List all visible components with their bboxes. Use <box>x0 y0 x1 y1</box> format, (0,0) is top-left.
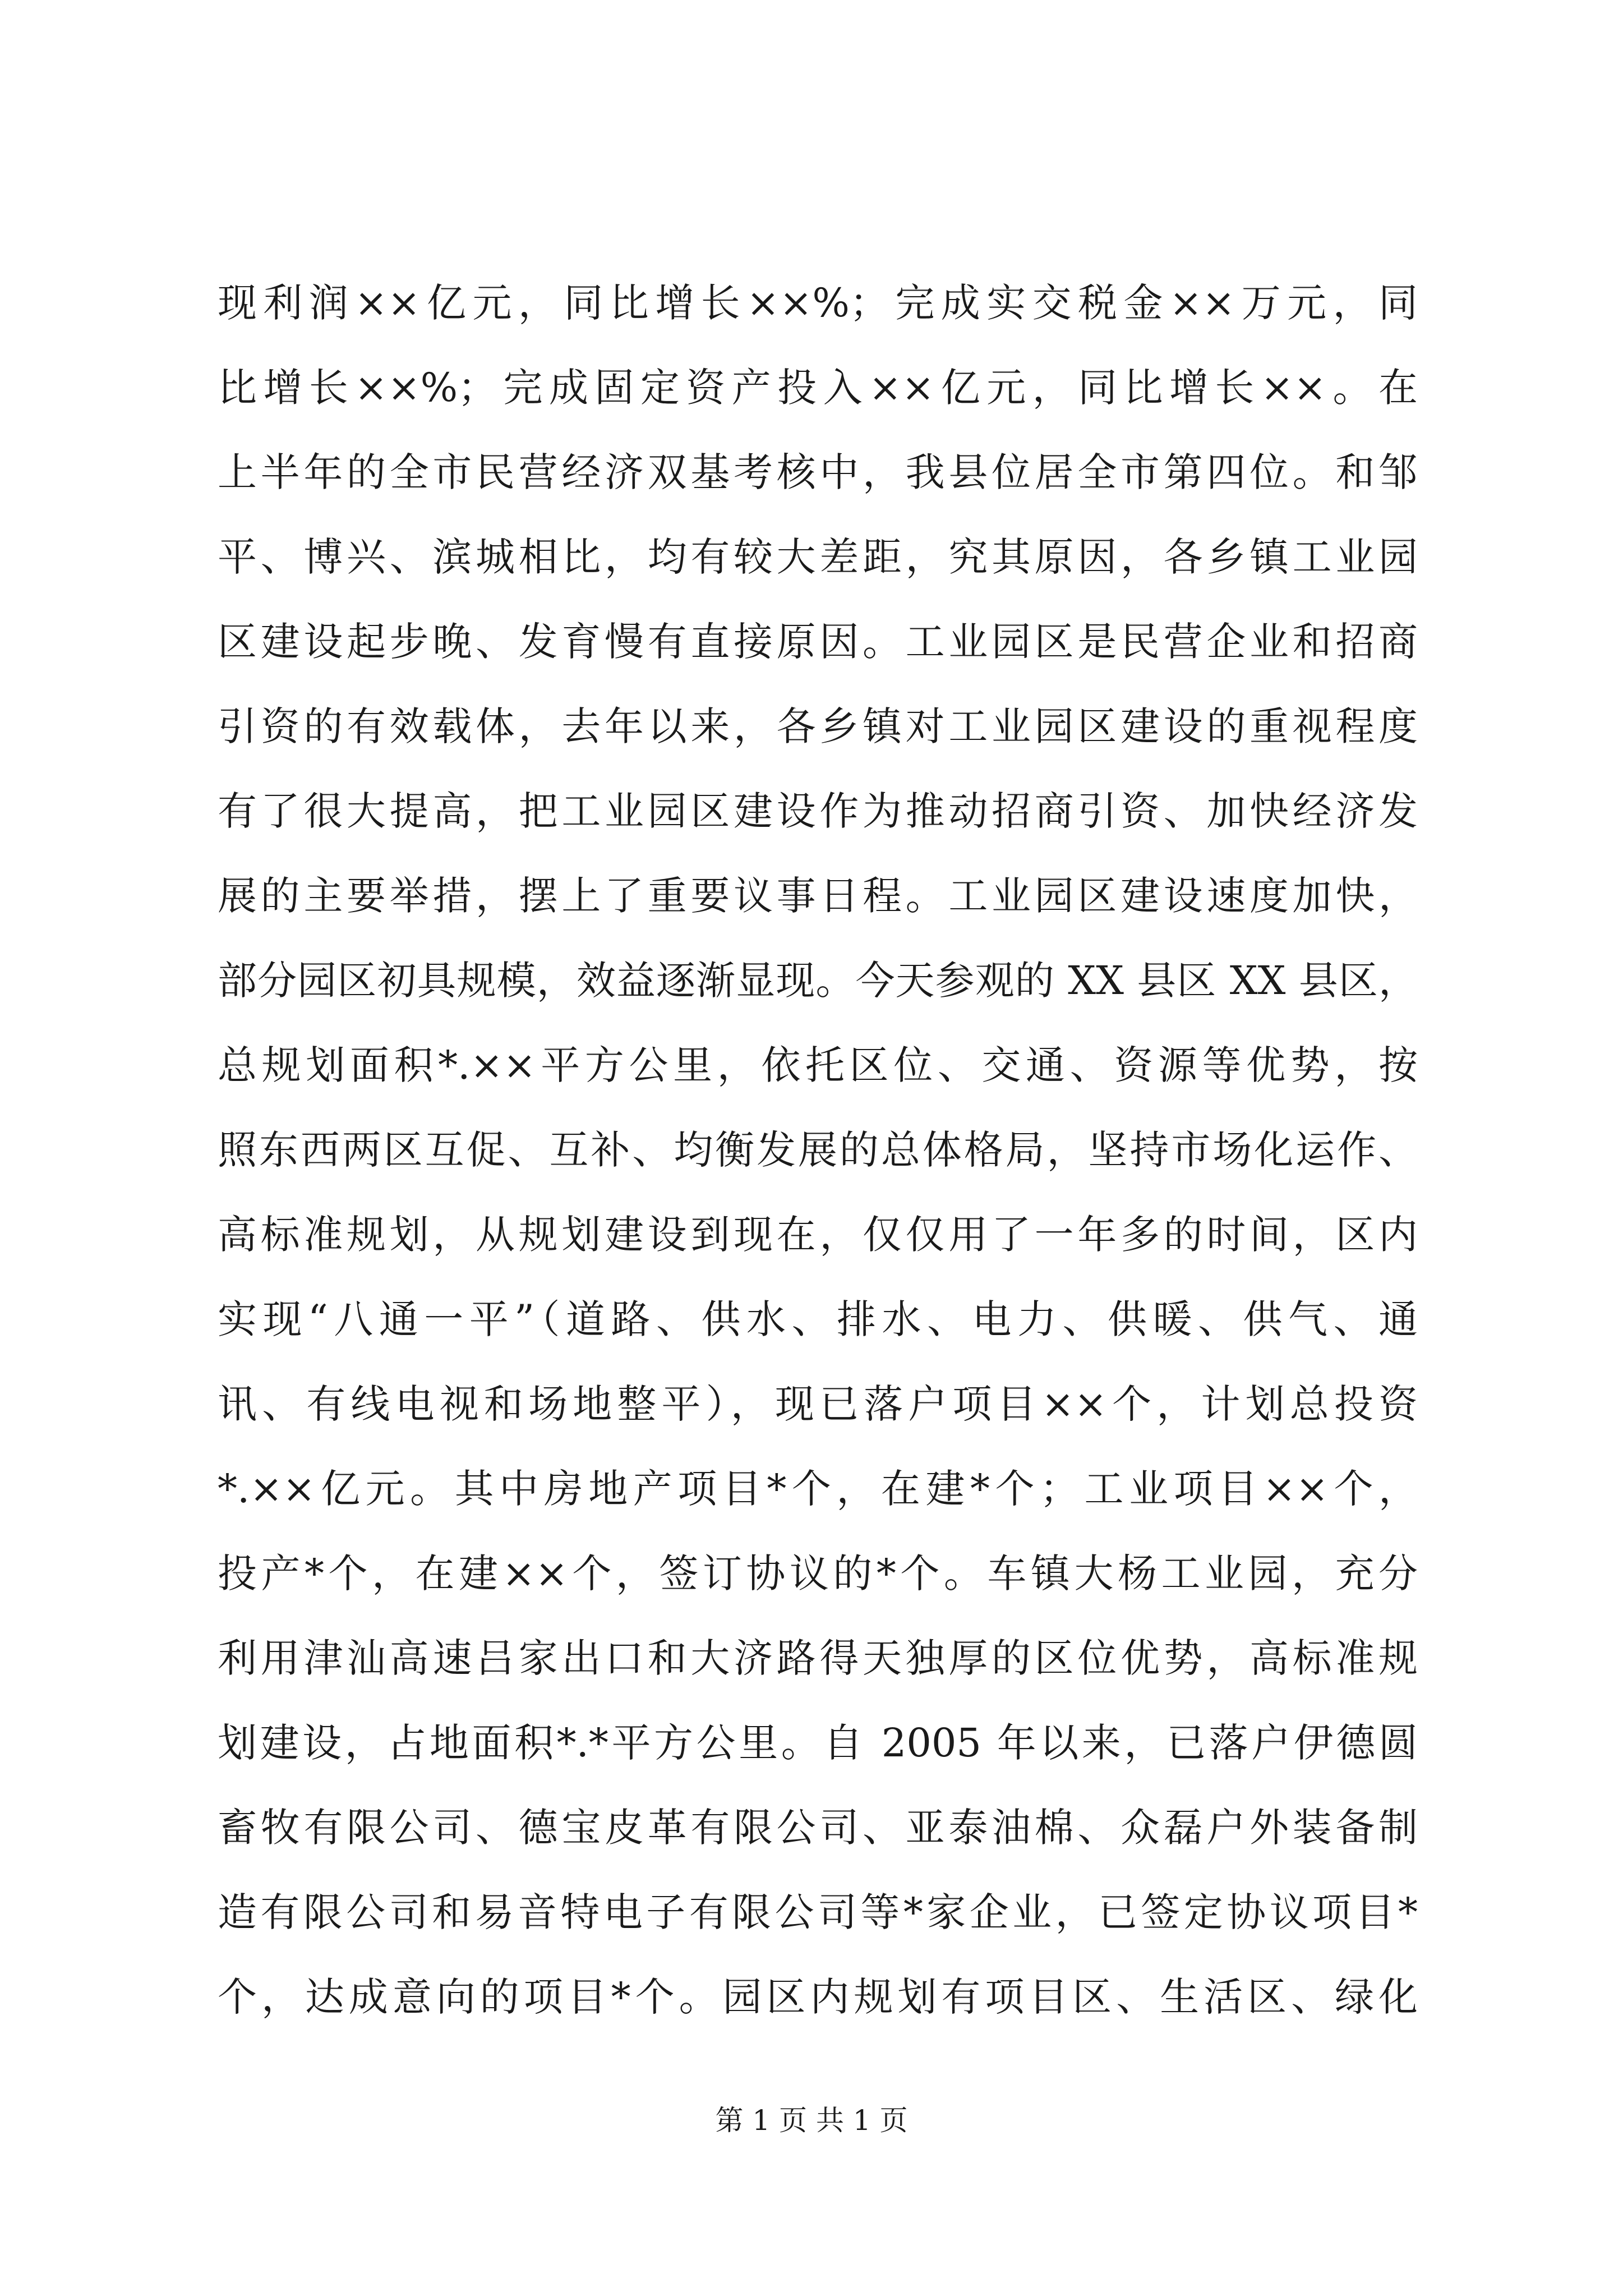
text-line: 引资的有效载体，去年以来，各乡镇对工业园区建设的重视程度 <box>218 703 1418 749</box>
page-number-label: 第 1 页 共 1 页 <box>715 2104 908 2137</box>
text-line: 划建设，占地面积*.*平方公里。自 2005 年以来，已落户伊德圆 <box>218 1720 1418 1766</box>
text-line: 现利润××亿元，同比增长××%；完成实交税金××万元，同 <box>218 280 1418 326</box>
text-line: 讯、有线电视和场地整平），现已落户项目××个，计划总投资 <box>218 1381 1418 1427</box>
page-footer <box>0 2101 1623 2140</box>
text-line: 投产*个，在建××个，签订协议的*个。车镇大杨工业园，充分 <box>218 1550 1418 1596</box>
text-line: 展的主要举措，摆上了重要议事日程。工业园区建设速度加快， <box>218 873 1418 919</box>
text-line: 部分园区初具规模，效益逐渐显现。今天参观的 XX 县区 XX 县区， <box>218 958 1418 1004</box>
text-line: 个，达成意向的项目*个。园区内规划有项目区、生活区、绿化 <box>218 1974 1418 2020</box>
text-line: *.××亿元。其中房地产项目*个，在建*个；工业项目××个， <box>218 1466 1418 1512</box>
text-line: 造有限公司和易音特电子有限公司等*家企业，已签定协议项目* <box>218 1889 1418 1935</box>
text-line: 实现“八通一平”（道路、供水、排水、电力、供暖、供气、通 <box>218 1296 1418 1342</box>
text-line: 比增长××%；完成固定资产投入××亿元，同比增长××。在 <box>218 365 1418 411</box>
text-line: 照东西两区互促、互补、均衡发展的总体格局，坚持市场化运作、 <box>218 1127 1418 1173</box>
text-line: 高标准规划，从规划建设到现在，仅仅用了一年多的时间，区内 <box>218 1212 1418 1258</box>
text-line: 有了很大提高，把工业园区建设作为推动招商引资、加快经济发 <box>218 788 1418 834</box>
text-line: 利用津汕高速吕家出口和大济路得天独厚的区位优势，高标准规 <box>218 1635 1418 1681</box>
text-line: 区建设起步晚、发育慢有直接原因。工业园区是民营企业和招商 <box>218 619 1418 665</box>
text-line: 总规划面积*.××平方公里，依托区位、交通、资源等优势，按 <box>218 1042 1418 1088</box>
text-line: 上半年的全市民营经济双基考核中，我县位居全市第四位。和邹 <box>218 449 1418 495</box>
body-paragraph <box>218 261 1418 2040</box>
text-line: 畜牧有限公司、德宝皮革有限公司、亚泰油棉、众磊户外装备制 <box>218 1805 1418 1851</box>
text-line: 平、博兴、滨城相比，均有较大差距，究其原因，各乡镇工业园 <box>218 534 1418 580</box>
